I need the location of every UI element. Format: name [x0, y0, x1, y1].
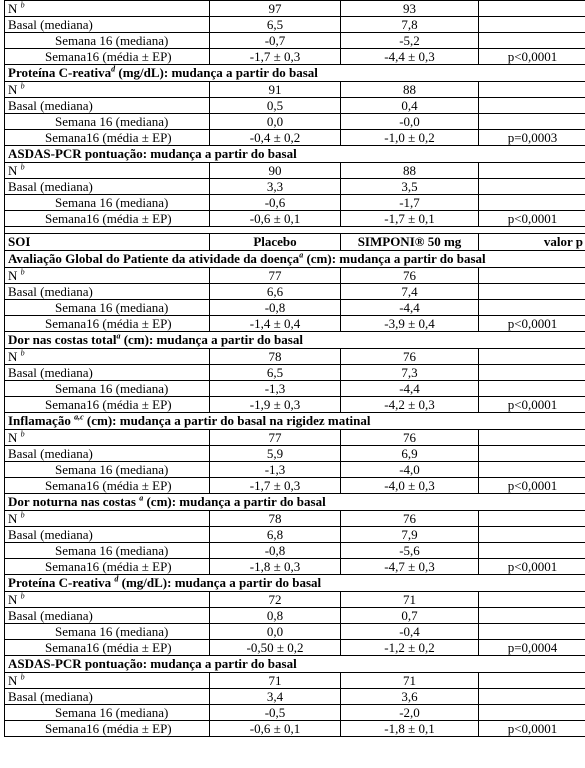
p-value: p=0,0004 [479, 640, 585, 656]
data-row [5, 397, 585, 413]
table-gap [5, 227, 585, 234]
section-title-text: Proteína C-reativa [8, 575, 115, 590]
placebo-value: -0,4 ± 0,2 [210, 130, 341, 146]
row-label: Semana 16 (mediana) [5, 300, 210, 316]
section-title-suffix: (cm): mudança a partir do basal na rigidez matinal [83, 413, 371, 428]
placebo-value: 77 [210, 268, 341, 284]
n-label: N [8, 429, 18, 445]
n-row [5, 511, 585, 527]
simponi-value: 7,9 [341, 527, 479, 543]
placebo-value: 97 [210, 1, 341, 17]
n-row [5, 349, 585, 365]
row-label: Semana16 (média ± EP) [5, 559, 210, 575]
n-row [5, 430, 585, 446]
p-value [479, 284, 585, 300]
section-title [5, 413, 585, 430]
simponi-value: 0,7 [341, 608, 479, 624]
section-header-row [5, 146, 585, 163]
placebo-value: -1,8 ± 0,3 [210, 559, 341, 575]
row-label: Basal (mediana) [5, 527, 210, 543]
n-label-cell [5, 163, 210, 179]
n-footnote: b [20, 429, 25, 439]
section-title [5, 251, 585, 268]
simponi-value: -1,7 [341, 195, 479, 211]
placebo-value: 90 [210, 163, 341, 179]
data-row [5, 300, 585, 316]
data-row [5, 640, 585, 656]
placebo-value: 5,9 [210, 446, 341, 462]
section-title [5, 65, 585, 82]
row-label: Basal (mediana) [5, 17, 210, 33]
placebo-value: -1,3 [210, 462, 341, 478]
placebo-value: 6,6 [210, 284, 341, 300]
n-label-cell [5, 511, 210, 527]
n-label-cell [5, 592, 210, 608]
n-row [5, 673, 585, 689]
simponi-value: 7,8 [341, 17, 479, 33]
n-footnote: b [20, 0, 25, 10]
pvalue-header: valor p [479, 234, 585, 251]
simponi-value: -4,4 ± 0,3 [341, 49, 479, 65]
p-value [479, 268, 585, 284]
placebo-value: 0,0 [210, 114, 341, 130]
simponi-value: -1,2 ± 0,2 [341, 640, 479, 656]
section-title-suffix: (cm): mudança a partir do basal [120, 332, 303, 347]
n-row [5, 163, 585, 179]
simponi-value: 7,4 [341, 284, 479, 300]
section-header-row [5, 656, 585, 673]
p-value [479, 1, 585, 17]
data-row [5, 624, 585, 640]
results-table [4, 0, 585, 737]
placebo-value: -0,6 ± 0,1 [210, 211, 341, 227]
n-label: N [8, 81, 18, 97]
row-label: Basal (mediana) [5, 689, 210, 705]
data-row [5, 689, 585, 705]
n-label: N [8, 348, 18, 364]
section-title-text: Dor noturna nas costas [8, 494, 140, 509]
simponi-value: 3,6 [341, 689, 479, 705]
simponi-value: -1,8 ± 0,1 [341, 721, 479, 737]
data-row [5, 381, 585, 397]
p-value [479, 511, 585, 527]
row-label: Semana16 (média ± EP) [5, 130, 210, 146]
simponi-value: 7,3 [341, 365, 479, 381]
simponi-value: 71 [341, 673, 479, 689]
data-row [5, 33, 585, 49]
placebo-value: -0,6 [210, 195, 341, 211]
p-value [479, 527, 585, 543]
n-label-cell [5, 82, 210, 98]
simponi-value: -4,0 ± 0,3 [341, 478, 479, 494]
n-row [5, 82, 585, 98]
p-value [479, 98, 585, 114]
section-title-suffix: (cm): mudança a partir do basal [143, 494, 326, 509]
row-label: Basal (mediana) [5, 98, 210, 114]
row-label: Basal (mediana) [5, 365, 210, 381]
section-title-footnote: a [299, 250, 304, 260]
placebo-value: -0,7 [210, 33, 341, 49]
n-footnote: b [20, 162, 25, 172]
simponi-value: -0,0 [341, 114, 479, 130]
section-title [5, 332, 585, 349]
section-title-text: ASDAS-PCR pontuação: mudança a partir do basal [8, 656, 297, 671]
simponi-value: 88 [341, 163, 479, 179]
row-label: Semana 16 (mediana) [5, 543, 210, 559]
row-label: Semana16 (média ± EP) [5, 640, 210, 656]
p-value [479, 114, 585, 130]
row-label: Semana 16 (mediana) [5, 381, 210, 397]
section-header-row [5, 575, 585, 592]
placebo-value: -1,7 ± 0,3 [210, 49, 341, 65]
p-value [479, 624, 585, 640]
data-row [5, 17, 585, 33]
row-label: Basal (mediana) [5, 179, 210, 195]
row-label: Semana 16 (mediana) [5, 33, 210, 49]
simponi-value: -4,0 [341, 462, 479, 478]
simponi-value: -5,2 [341, 33, 479, 49]
simponi-value: 0,4 [341, 98, 479, 114]
n-footnote: b [20, 81, 25, 91]
section-title-suffix: (mg/dL): mudança a partir do basal [118, 575, 322, 590]
placebo-value: 71 [210, 673, 341, 689]
column-header-row [5, 234, 585, 251]
p-value [479, 349, 585, 365]
data-row [5, 462, 585, 478]
n-label: N [8, 162, 18, 178]
placebo-value: 78 [210, 349, 341, 365]
n-footnote: b [20, 510, 25, 520]
data-row [5, 98, 585, 114]
section-title-suffix: (mg/dL): mudança a partir do basal [115, 65, 318, 80]
section-title-text: Inflamação [8, 413, 75, 428]
section-header-row [5, 65, 585, 82]
placebo-value: 78 [210, 511, 341, 527]
p-value [479, 446, 585, 462]
p-value [479, 543, 585, 559]
data-row [5, 705, 585, 721]
simponi-value: -3,9 ± 0,4 [341, 316, 479, 332]
placebo-value: -0,5 [210, 705, 341, 721]
p-value [479, 689, 585, 705]
simponi-value: -1,7 ± 0,1 [341, 211, 479, 227]
section-title-text: Dor nas costas total [8, 332, 117, 347]
row-label: Semana 16 (mediana) [5, 462, 210, 478]
n-label-cell [5, 430, 210, 446]
data-row [5, 316, 585, 332]
row-label: Basal (mediana) [5, 608, 210, 624]
section-header-row [5, 251, 585, 268]
section-title-footnote: a,c [74, 412, 84, 422]
p-value: p<0,0001 [479, 49, 585, 65]
p-value [479, 608, 585, 624]
section-title-footnote: d [111, 64, 116, 74]
n-label-cell [5, 673, 210, 689]
n-label: N [8, 0, 18, 16]
row-label: Semana16 (média ± EP) [5, 478, 210, 494]
simponi-value: 93 [341, 1, 479, 17]
placebo-value: 77 [210, 430, 341, 446]
data-row [5, 446, 585, 462]
table-gap-cell [5, 227, 585, 234]
n-footnote: b [20, 267, 25, 277]
p-value [479, 462, 585, 478]
row-label: Semana 16 (mediana) [5, 624, 210, 640]
section-title [5, 575, 585, 592]
row-label: Basal (mediana) [5, 446, 210, 462]
placebo-value: 6,8 [210, 527, 341, 543]
row-label: Semana 16 (mediana) [5, 195, 210, 211]
placebo-value: 3,3 [210, 179, 341, 195]
simponi-value: -4,4 [341, 381, 479, 397]
simponi-value: -0,4 [341, 624, 479, 640]
simponi-value: -2,0 [341, 705, 479, 721]
data-row [5, 179, 585, 195]
simponi-value: 76 [341, 511, 479, 527]
placebo-value: -1,9 ± 0,3 [210, 397, 341, 413]
placebo-value: -0,8 [210, 543, 341, 559]
data-row [5, 527, 585, 543]
section-title [5, 494, 585, 511]
p-value: p<0,0001 [479, 721, 585, 737]
simponi-value: -5,6 [341, 543, 479, 559]
row-label: Semana16 (média ± EP) [5, 721, 210, 737]
simponi-value: -4,4 [341, 300, 479, 316]
data-row [5, 49, 585, 65]
p-value [479, 82, 585, 98]
n-row [5, 1, 585, 17]
placebo-value: -1,3 [210, 381, 341, 397]
n-label: N [8, 591, 18, 607]
placebo-header: Placebo [210, 234, 341, 251]
simponi-value: 88 [341, 82, 479, 98]
simponi-value: -1,0 ± 0,2 [341, 130, 479, 146]
section-title [5, 146, 585, 163]
simponi-value: 76 [341, 268, 479, 284]
section-header-row [5, 413, 585, 430]
row-label: Semana 16 (mediana) [5, 114, 210, 130]
p-value [479, 592, 585, 608]
data-row [5, 543, 585, 559]
row-label: Semana16 (média ± EP) [5, 49, 210, 65]
p-value [479, 673, 585, 689]
simponi-value: 71 [341, 592, 479, 608]
n-row [5, 592, 585, 608]
simponi-value: -4,2 ± 0,3 [341, 397, 479, 413]
n-footnote: b [20, 591, 25, 601]
p-value [479, 300, 585, 316]
data-row [5, 721, 585, 737]
p-value [479, 365, 585, 381]
section-title [5, 656, 585, 673]
row-label: Semana 16 (mediana) [5, 705, 210, 721]
section-title-text: Avaliação Global do Patiente da atividade da doença [8, 251, 300, 266]
n-label-cell [5, 1, 210, 17]
n-label: N [8, 510, 18, 526]
n-footnote: b [20, 348, 25, 358]
placebo-value: -0,6 ± 0,1 [210, 721, 341, 737]
p-value [479, 179, 585, 195]
simponi-value: 76 [341, 349, 479, 365]
p-value: p<0,0001 [479, 316, 585, 332]
n-label: N [8, 672, 18, 688]
placebo-value: -0,8 [210, 300, 341, 316]
row-label: Basal (mediana) [5, 284, 210, 300]
p-value [479, 430, 585, 446]
p-value: p<0,0001 [479, 397, 585, 413]
p-value [479, 33, 585, 49]
section-title-footnote: a [139, 493, 144, 503]
section-title-suffix: (cm): mudança a partir do basal [303, 251, 486, 266]
p-value: p=0,0003 [479, 130, 585, 146]
p-value [479, 381, 585, 397]
section-title-footnote: d [114, 574, 119, 584]
placebo-value: 6,5 [210, 365, 341, 381]
row-label: Semana16 (média ± EP) [5, 211, 210, 227]
p-value: p<0,0001 [479, 478, 585, 494]
placebo-value: 3,4 [210, 689, 341, 705]
n-label: N [8, 267, 18, 283]
section-title-footnote: a [116, 331, 121, 341]
data-row [5, 195, 585, 211]
placebo-value: 72 [210, 592, 341, 608]
soi-header: SOI [5, 234, 210, 251]
p-value: p<0,0001 [479, 559, 585, 575]
simponi-value: 76 [341, 430, 479, 446]
n-label-cell [5, 349, 210, 365]
section-title-text: ASDAS-PCR pontuação: mudança a partir do basal [8, 146, 297, 161]
simponi-value: -4,7 ± 0,3 [341, 559, 479, 575]
row-label: Semana16 (média ± EP) [5, 397, 210, 413]
section-header-row [5, 494, 585, 511]
data-row [5, 130, 585, 146]
placebo-value: -1,7 ± 0,3 [210, 478, 341, 494]
simponi-header: SIMPONI® 50 mg [341, 234, 479, 251]
p-value [479, 195, 585, 211]
data-row [5, 608, 585, 624]
n-label-cell [5, 268, 210, 284]
p-value [479, 163, 585, 179]
placebo-value: 91 [210, 82, 341, 98]
p-value [479, 705, 585, 721]
data-row [5, 114, 585, 130]
placebo-value: 0,8 [210, 608, 341, 624]
section-title-text: Proteína C-reativa [8, 65, 112, 80]
placebo-value: -1,4 ± 0,4 [210, 316, 341, 332]
row-label: Semana16 (média ± EP) [5, 316, 210, 332]
data-row [5, 211, 585, 227]
placebo-value: -0,50 ± 0,2 [210, 640, 341, 656]
data-row [5, 559, 585, 575]
data-row [5, 478, 585, 494]
simponi-value: 6,9 [341, 446, 479, 462]
n-row [5, 268, 585, 284]
simponi-value: 3,5 [341, 179, 479, 195]
placebo-value: 6,5 [210, 17, 341, 33]
n-footnote: b [20, 672, 25, 682]
placebo-value: 0,5 [210, 98, 341, 114]
section-header-row [5, 332, 585, 349]
placebo-value: 0,0 [210, 624, 341, 640]
data-row [5, 365, 585, 381]
data-row [5, 284, 585, 300]
p-value: p<0,0001 [479, 211, 585, 227]
p-value [479, 17, 585, 33]
